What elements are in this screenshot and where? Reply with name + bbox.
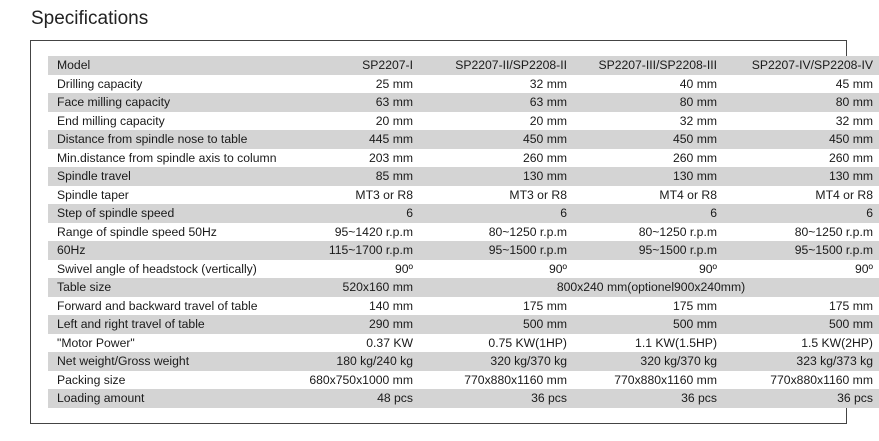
row-label: Swivel angle of headstock (vertically) <box>48 260 284 279</box>
table-row <box>48 260 879 279</box>
row-label: Loading amount <box>48 389 284 408</box>
table-row <box>48 389 879 408</box>
table-row <box>48 334 879 353</box>
column-header-model: Model <box>48 56 284 75</box>
table-cell: 115~1700 r.p.m <box>284 241 420 260</box>
row-label: Net weight/Gross weight <box>48 352 284 371</box>
column-header-sp2207-ii: SP2207-II/SP2208-II <box>420 56 574 75</box>
table-row <box>48 204 879 223</box>
table-cell: 175 mm <box>574 297 724 316</box>
row-label: Packing size <box>48 371 284 390</box>
table-cell: 32 mm <box>420 75 574 94</box>
table-cell: 140 mm <box>284 297 420 316</box>
table-cell: 130 mm <box>420 167 574 186</box>
row-label: Distance from spindle nose to table <box>48 130 284 149</box>
table-row <box>48 315 879 334</box>
row-label: Left and right travel of table <box>48 315 284 334</box>
table-cell: MT4 or R8 <box>724 186 879 205</box>
table-cell: 770x880x1160 mm <box>724 371 879 390</box>
table-cell: 32 mm <box>574 112 724 131</box>
table-cell: 500 mm <box>574 315 724 334</box>
table-cell: 63 mm <box>284 93 420 112</box>
table-row <box>48 112 879 131</box>
table-cell: 20 mm <box>420 112 574 131</box>
row-label: Range of spindle speed 50Hz <box>48 223 284 242</box>
table-row <box>48 352 879 371</box>
table-cell: 32 mm <box>724 112 879 131</box>
table-cell: 80~1250 r.p.m <box>724 223 879 242</box>
table-cell: 770x880x1160 mm <box>574 371 724 390</box>
table-cell: 95~1500 r.p.m <box>420 241 574 260</box>
table-cell: 90º <box>284 260 420 279</box>
table-cell: 175 mm <box>420 297 574 316</box>
table-cell: 95~1500 r.p.m <box>574 241 724 260</box>
table-row <box>48 371 879 390</box>
column-header-sp2207-iii: SP2207-III/SP2208-III <box>574 56 724 75</box>
table-cell: 323 kg/373 kg <box>724 352 879 371</box>
table-cell: 0.75 KW(1HP) <box>420 334 574 353</box>
table-cell: 36 pcs <box>574 389 724 408</box>
row-label: 60Hz <box>48 241 284 260</box>
row-label: Spindle taper <box>48 186 284 205</box>
table-cell: 36 pcs <box>420 389 574 408</box>
table-row <box>48 75 879 94</box>
page-title: Specifications <box>31 8 149 29</box>
table-row <box>48 149 879 168</box>
table-cell: 175 mm <box>724 297 879 316</box>
row-label: Spindle travel <box>48 167 284 186</box>
row-label: Step of spindle speed <box>48 204 284 223</box>
table-cell: 180 kg/240 kg <box>284 352 420 371</box>
table-cell: 95~1420 r.p.m <box>284 223 420 242</box>
row-label: Min.distance from spindle axis to column <box>48 149 284 168</box>
row-label: Face milling capacity <box>48 93 284 112</box>
table-cell: 260 mm <box>420 149 574 168</box>
table-row <box>48 130 879 149</box>
table-cell: 80 mm <box>724 93 879 112</box>
table-cell: 500 mm <box>724 315 879 334</box>
table-cell: 90º <box>724 260 879 279</box>
table-cell: 320 kg/370 kg <box>574 352 724 371</box>
table-cell: 130 mm <box>574 167 724 186</box>
table-row <box>48 186 879 205</box>
table-cell: 90º <box>420 260 574 279</box>
table-cell: 40 mm <box>574 75 724 94</box>
table-cell: 85 mm <box>284 167 420 186</box>
table-row <box>48 93 879 112</box>
table-cell: MT4 or R8 <box>574 186 724 205</box>
table-cell: 1.1 KW(1.5HP) <box>574 334 724 353</box>
table-cell: MT3 or R8 <box>420 186 574 205</box>
table-cell: 445 mm <box>284 130 420 149</box>
table-cell: 25 mm <box>284 75 420 94</box>
row-label: Forward and backward travel of table <box>48 297 284 316</box>
table-cell: 320 kg/370 kg <box>420 352 574 371</box>
column-header-sp2207-iv: SP2207-IV/SP2208-IV <box>724 56 879 75</box>
table-cell: 80~1250 r.p.m <box>574 223 724 242</box>
table-cell: 80 mm <box>574 93 724 112</box>
table-row <box>48 223 879 242</box>
table-cell: 63 mm <box>420 93 574 112</box>
column-header-sp2207-i: SP2207-I <box>284 56 420 75</box>
row-label: End milling capacity <box>48 112 284 131</box>
table-cell: 500 mm <box>420 315 574 334</box>
table-row <box>48 278 879 297</box>
table-cell: 203 mm <box>284 149 420 168</box>
table-cell: 680x750x1000 mm <box>284 371 420 390</box>
table-cell-merged: 800x240 mm(optionel900x240mm) <box>420 278 879 297</box>
row-label: Table size <box>48 278 284 297</box>
table-cell: 450 mm <box>420 130 574 149</box>
table-cell: MT3 or R8 <box>284 186 420 205</box>
specifications-table-body <box>48 56 879 408</box>
table-row <box>48 241 879 260</box>
table-cell: 80~1250 r.p.m <box>420 223 574 242</box>
table-cell: 290 mm <box>284 315 420 334</box>
row-label: "Motor Power" <box>48 334 284 353</box>
table-cell: 90º <box>574 260 724 279</box>
table-header-row <box>48 56 879 75</box>
table-cell: 20 mm <box>284 112 420 131</box>
table-cell: 6 <box>724 204 879 223</box>
table-row <box>48 167 879 186</box>
table-cell: 130 mm <box>724 167 879 186</box>
table-cell: 36 pcs <box>724 389 879 408</box>
table-cell: 48 pcs <box>284 389 420 408</box>
row-label: Drilling capacity <box>48 75 284 94</box>
table-cell: 6 <box>420 204 574 223</box>
table-cell: 260 mm <box>574 149 724 168</box>
table-cell: 0.37 KW <box>284 334 420 353</box>
table-cell: 260 mm <box>724 149 879 168</box>
table-cell: 450 mm <box>574 130 724 149</box>
table-cell: 1.5 KW(2HP) <box>724 334 879 353</box>
table-cell: 95~1500 r.p.m <box>724 241 879 260</box>
specifications-table <box>48 56 879 408</box>
table-cell: 770x880x1160 mm <box>420 371 574 390</box>
table-cell: 520x160 mm <box>284 278 420 297</box>
table-cell: 45 mm <box>724 75 879 94</box>
table-cell: 450 mm <box>724 130 879 149</box>
table-cell: 6 <box>284 204 420 223</box>
table-cell: 6 <box>574 204 724 223</box>
table-row <box>48 297 879 316</box>
